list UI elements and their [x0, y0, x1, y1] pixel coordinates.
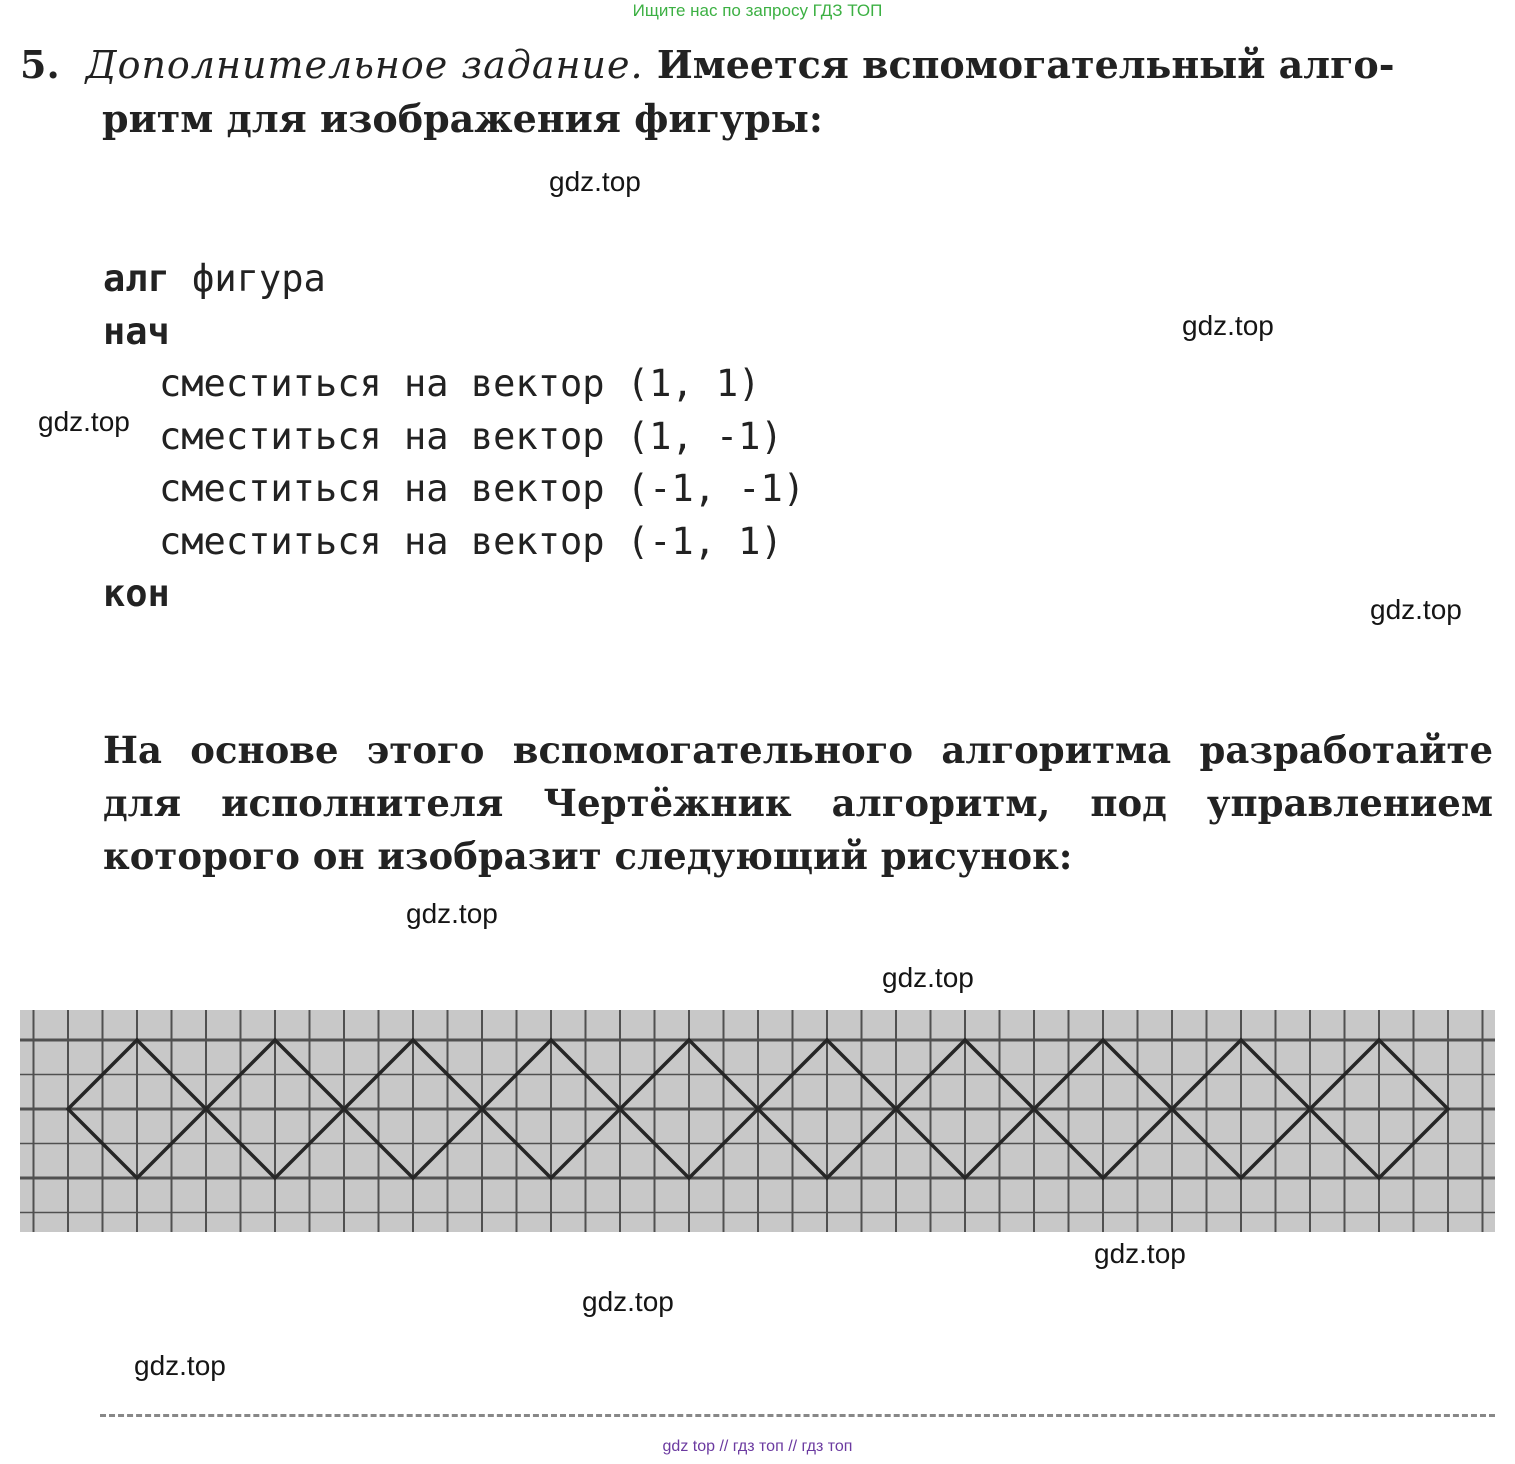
watermark: gdz.top — [406, 898, 498, 929]
alg-keyword: алг — [103, 257, 170, 300]
alg-name: фигура — [192, 257, 326, 300]
footer-links[interactable]: gdz top // гдз топ // гдз топ — [662, 1438, 853, 1455]
watermark: gdz.top — [134, 1350, 226, 1381]
end-keyword: кон — [103, 572, 170, 615]
task-intro-line1: Имеется вспомогательный алго- — [656, 42, 1395, 87]
watermark: gdz.top — [1182, 310, 1274, 341]
task-title: Дополнительное задание. — [85, 43, 644, 87]
algorithm-step: сместиться на вектор (1, -1) — [159, 414, 783, 458]
algorithm-step: сместиться на вектор (-1, 1) — [159, 519, 783, 563]
watermark: gdz.top — [1094, 1238, 1186, 1269]
algorithm-code — [103, 253, 805, 621]
watermark: gdz.top — [882, 962, 974, 993]
task-intro — [20, 38, 1495, 145]
top-banner[interactable]: Ищите нас по запросу ГДЗ ТОП — [632, 1, 883, 20]
algorithm-step: сместиться на вектор (1, 1) — [159, 362, 761, 405]
task-intro-line2: ритм для изображения фигуры: — [102, 96, 823, 141]
watermark: gdz.top — [582, 1286, 674, 1317]
task-number: 5. — [20, 42, 60, 87]
algorithm-step: сместиться на вектор (-1, -1) — [159, 467, 806, 510]
watermark: gdz.top — [38, 406, 130, 437]
task-instruction: На основе этого вспомогательного алгоритма разработайте для исполнителя Чертёжник алгоритм, под управлением которого он изобразит следующий рисунок: — [103, 728, 1493, 878]
watermark: gdz.top — [1370, 594, 1462, 625]
watermark: gdz.top — [549, 166, 641, 197]
diamond-grid-figure — [20, 1010, 1495, 1232]
dashed-answer-line — [100, 1414, 1495, 1417]
begin-keyword: нач — [103, 309, 170, 353]
